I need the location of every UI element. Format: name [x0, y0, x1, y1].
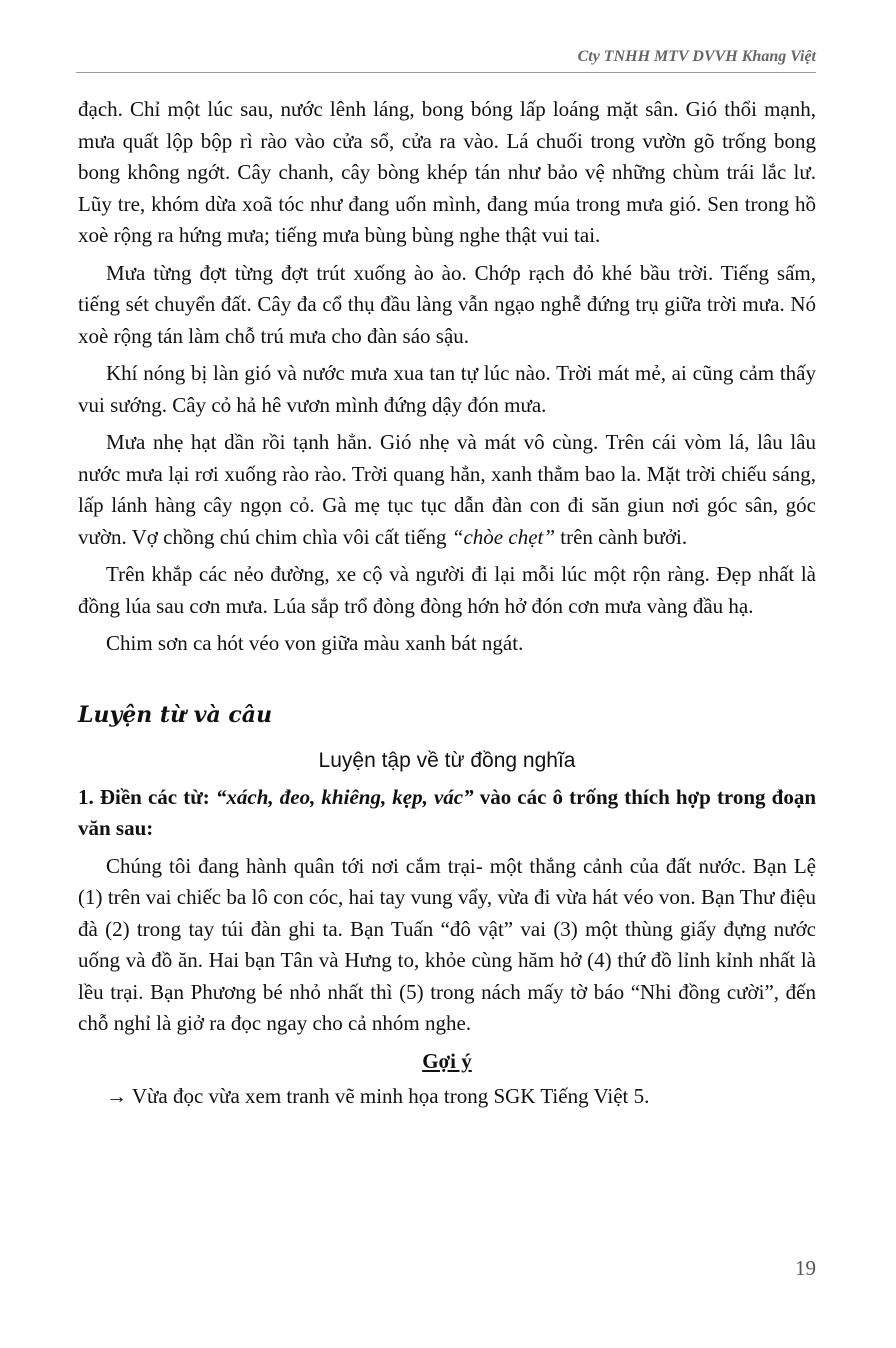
paragraph-4-text-end: trên cành bưởi. [555, 524, 688, 549]
hint-text: → Vừa đọc vừa xem tranh vẽ minh họa trong SGK Tiếng Việt 5. [106, 1084, 650, 1108]
exercise-word-list: “xách, đeo, khiêng, kẹp, vác” [215, 784, 474, 809]
paragraph-4-text-start: Mưa nhẹ hạt dần rồi tạnh hẳn. Gió nhẹ và mát vô cùng. Trên cái vòm lá, lâu lâu nước mưa lại rơi xuống rào rào. Trời quang hẳn, xanh thẳm bao la. Mặt trời chiếu sáng, lấp lánh hàng cây ngọn cỏ. Gà mẹ tục tục dẫn đàn con đi săn giun nơi góc sân, góc vườn. Vợ chồng chú chim chìa vôi cất tiếng [78, 430, 816, 549]
exercise-text: Chúng tôi đang hành quân tới nơi cắm trại- một thắng cảnh của đất nước. Bạn Lệ (1) trên vai chiếc ba lô con cóc, hai tay vung vẩy, vừa đi vừa hát véo von. Bạn Thư điệu đà (2) trong tay túi đàn ghi ta. Bạn Tuấn “đô vật” vai (3) một thùng giấy đựng nước uống và đồ ăn. Hai bạn Tân và Hưng to, khỏe cùng hăm hở (4) thứ đồ lỉnh kỉnh nhất là lều trại. Bạn Phương bé nhỏ nhất thì (5) trong nách mấy tờ báo “Nhi đồng cười”, đến chỗ nghỉ là giở ra đọc ngay cho cả nhóm nghe. [78, 853, 816, 1035]
exercise-prompt-start: Điền các từ: [99, 784, 216, 809]
passage-paragraph-5: Trên khắp các nẻo đường, xe cộ và người đi lại mỗi lúc một rộn ràng. Đẹp nhất là đồng lúa sau cơn mưa. Lúa sắp trổ đòng đòng hớn hở đón cơn mưa vàng đầu hạ. [78, 562, 816, 618]
page-content [78, 94, 816, 1119]
passage-paragraph-4 [78, 427, 816, 553]
passage-paragraph-2: Mưa từng đợt từng đợt trút xuống ào ào. Chớp rạch đỏ khé bầu trời. Tiếng sấm, tiếng sét chuyển đất. Cây đa cổ thụ đầu làng vẫn ngạo nghễ đứng trụ giữa trời mưa. Nó xoè rộng tán làm chỗ trú mưa cho đàn sáo sậu. [78, 260, 816, 348]
page-number: 19 [795, 1256, 816, 1280]
exercise-prompt [78, 782, 816, 845]
running-header: Cty TNHH MTV DVVH Khang Việt [577, 48, 816, 65]
exercise-prompt-end: vào các ô trống thích hợp trong đoạn văn sau: [78, 784, 817, 840]
bird-call-quote: “chòe chẹt” [451, 524, 556, 549]
section-title: Luyện từ và câu [78, 701, 273, 728]
header-divider [76, 72, 816, 73]
hint-title: Gợi ý [422, 1048, 472, 1073]
passage-paragraph-1: đạch. Chỉ một lúc sau, nước lênh láng, bong bóng lấp loáng mặt sân. Gió thổi mạnh, mưa quất lộp bộp rì rào vào cửa sổ, cửa ra vào. Lá chuối trong vườn gõ trống bong bong không ngớt. Cây chanh, cây bòng khép tán như bảo vệ những chùm trái lắc lư. Lũy tre, khóm dừa xoã tóc như đang uốn mình, đang múa trong mưa gió. Sen trong hồ xoè rộng ra hứng mưa; tiếng mưa bùng bùng nghe thật vui tai. [78, 97, 816, 247]
exercise-number: 1. [78, 784, 94, 809]
passage-paragraph-6: Chim sơn ca hót véo von giữa màu xanh bát ngát. [106, 631, 524, 655]
passage-paragraph-3: Khí nóng bị làn gió và nước mưa xua tan tự lúc nào. Trời mát mẻ, ai cũng cảm thấy vui sướng. Cây cỏ hả hê vươn mình đứng dậy đón mưa. [78, 361, 816, 417]
lesson-title: Luyện tập về từ đồng nghĩa [318, 748, 576, 772]
